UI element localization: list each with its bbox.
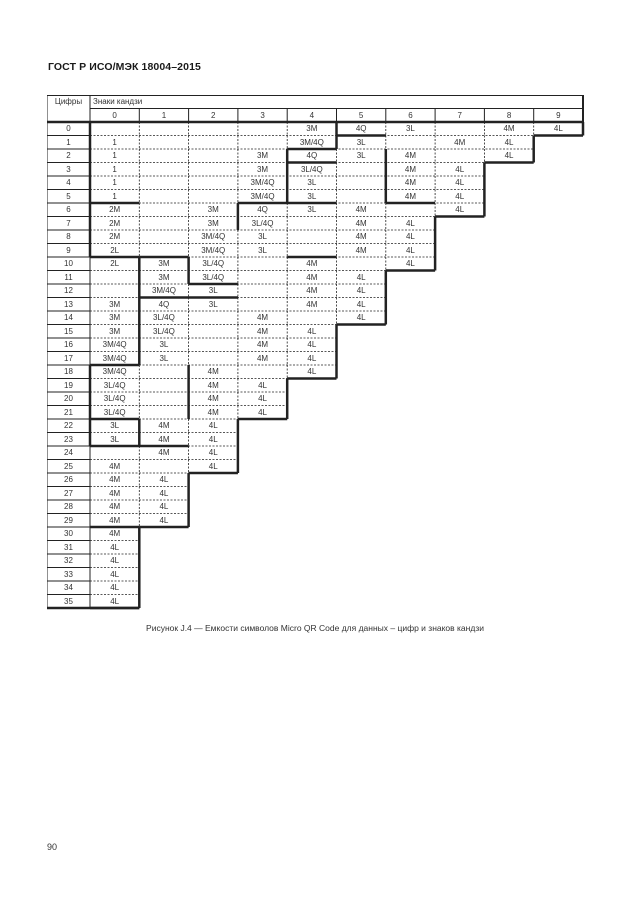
capacity-cell: 3M/4Q — [250, 191, 275, 201]
capacity-cell: 4Q — [306, 151, 318, 160]
capacity-cell: 4L — [356, 286, 366, 295]
capacity-cell: 2L — [110, 245, 120, 255]
page-number: 90 — [47, 842, 58, 852]
digits-label: 21 — [64, 407, 73, 417]
digits-label: 23 — [64, 434, 73, 444]
capacity-cell: 4L — [110, 596, 120, 606]
capacity-cell: 1 — [112, 191, 117, 201]
capacity-cell: 3M/4Q — [102, 340, 127, 349]
capacity-cell: 3M — [158, 259, 170, 268]
capacity-cell: 4L — [356, 272, 366, 282]
capacity-cell: 4M — [404, 164, 416, 174]
digits-label: 22 — [64, 421, 73, 430]
capacity-cell: 4M — [503, 124, 515, 133]
capacity-cell: 3L — [307, 205, 317, 214]
capacity-cell: 3L — [356, 137, 366, 147]
capacity-cell: 4M — [207, 367, 219, 376]
capacity-cell: 4Q — [355, 124, 367, 133]
capacity-cell: 1 — [112, 178, 117, 187]
capacity-cell: 4Q — [158, 299, 170, 309]
digits-label: 19 — [64, 380, 73, 390]
capacity-cell: 4M — [256, 313, 269, 322]
capacity-cell: 3M — [256, 151, 269, 160]
capacity-cell: 4M — [109, 461, 121, 471]
column-group-label: Знаки кандзи — [93, 97, 143, 106]
capacity-cell: 3M/4Q — [151, 286, 176, 295]
capacity-cell: 3L — [307, 178, 317, 187]
capacity-cell: 3L — [159, 340, 169, 349]
capacity-cell: 4L — [208, 461, 218, 471]
capacity-cell: 4L — [405, 245, 415, 255]
capacity-cell: 2M — [109, 218, 121, 228]
digits-label: 4 — [66, 178, 71, 187]
digits-label: 28 — [64, 502, 73, 511]
digits-label: 0 — [66, 124, 71, 133]
capacity-cell: 4L — [455, 191, 465, 201]
digits-label: 30 — [64, 529, 73, 538]
capacity-cell: 4M — [355, 218, 367, 228]
capacity-cell: 4M — [207, 394, 219, 403]
capacity-cell: 3L — [258, 245, 267, 255]
capacity-cell: 4M — [109, 515, 121, 525]
capacity-cell: 3M/4Q — [201, 232, 226, 241]
digits-label: 16 — [64, 340, 73, 349]
capacity-cell: 4L — [258, 380, 267, 390]
capacity-cell: 3M/4Q — [102, 353, 127, 363]
capacity-cell: 3L/4Q — [300, 164, 323, 174]
digits-label: 34 — [64, 583, 73, 592]
capacity-cell: 3L — [110, 421, 120, 430]
capacity-cell: 4M — [109, 475, 121, 484]
capacity-cell: 4M — [355, 245, 367, 255]
digits-label: 20 — [64, 394, 73, 403]
capacity-cell: 3L — [356, 151, 366, 160]
capacity-cell: 4L — [159, 515, 169, 525]
capacity-cell: 3M — [306, 124, 318, 133]
column-header: 3 — [260, 110, 265, 120]
capacity-cell: 1 — [112, 137, 117, 147]
capacity-cell: 4L — [405, 218, 415, 228]
digits-label: 17 — [64, 353, 73, 363]
capacity-cell: 4M — [355, 205, 367, 214]
capacity-cell: 3M/4Q — [299, 137, 324, 147]
column-header: 2 — [211, 110, 216, 120]
capacity-cell: 4L — [455, 205, 465, 214]
capacity-cell: 3L — [307, 191, 317, 201]
capacity-cell: 3L/4Q — [202, 259, 225, 268]
capacity-cell: 4M — [306, 259, 318, 268]
capacity-cell: 4L — [110, 583, 120, 592]
capacity-cell: 4M — [454, 137, 466, 147]
capacity-cell: 3L — [110, 434, 120, 444]
capacity-cell: 3M — [109, 313, 121, 322]
capacity-cell: 4L — [208, 421, 218, 430]
table-grid-lines — [47, 95, 587, 612]
capacity-cell: 4L — [307, 367, 317, 376]
capacity-cell: 3L/4Q — [103, 394, 126, 403]
capacity-cell: 4M — [306, 299, 318, 309]
digits-label: 1 — [66, 137, 71, 147]
capacity-cell: 4L — [159, 475, 169, 484]
digits-label: 15 — [64, 326, 73, 336]
capacity-cell: 4L — [356, 313, 366, 322]
capacity-cell: 3L/4Q — [202, 272, 225, 282]
column-header: 5 — [358, 110, 364, 120]
capacity-cell: 4M — [158, 421, 170, 430]
capacity-cell: 4M — [109, 488, 121, 498]
digits-label: 5 — [66, 191, 71, 201]
column-header: 8 — [506, 110, 512, 120]
column-header: 9 — [556, 110, 561, 120]
capacity-cell: 4L — [455, 164, 465, 174]
digits-label: 8 — [66, 232, 71, 241]
capacity-cell: 4L — [110, 556, 120, 565]
capacity-cell: 4M — [207, 380, 219, 390]
capacity-cell: 4L — [159, 502, 169, 511]
capacity-cell: 4L — [356, 299, 366, 309]
capacity-cell: 4L — [258, 407, 267, 417]
column-header: 6 — [408, 110, 413, 120]
digits-label: 2 — [66, 151, 71, 160]
capacity-cell: 4M — [207, 407, 219, 417]
capacity-cell: 2M — [109, 232, 121, 241]
capacity-cell: 4L — [208, 448, 218, 457]
capacity-cell: 3L/4Q — [103, 380, 126, 390]
capacity-cell: 4L — [405, 259, 415, 268]
capacity-cell: 4L — [307, 340, 317, 349]
capacity-cell: 3L — [208, 286, 218, 295]
digits-label: 7 — [66, 218, 71, 228]
capacity-cell: 3M/4Q — [201, 245, 226, 255]
capacity-cell: 4L — [208, 434, 218, 444]
capacity-cell: 4M — [404, 178, 416, 187]
capacity-cell: 3M — [158, 272, 170, 282]
digits-label: 3 — [66, 164, 71, 174]
capacity-cell: 3M/4Q — [102, 367, 127, 376]
digits-label: 35 — [64, 596, 73, 606]
capacity-cell: 4M — [404, 191, 416, 201]
capacity-cell: 4Q — [257, 205, 268, 214]
capacity-cell: 3M — [207, 205, 219, 214]
capacity-cell: 2L — [110, 259, 120, 268]
digits-label: 29 — [64, 515, 73, 525]
digits-label: 14 — [64, 313, 73, 322]
capacity-cell: 4L — [455, 178, 465, 187]
digits-label: 26 — [64, 475, 73, 484]
digits-label: 31 — [64, 542, 73, 552]
capacity-cell: 3M — [109, 299, 121, 309]
capacity-cell: 4L — [504, 137, 514, 147]
digits-label: 25 — [64, 461, 73, 471]
column-header: 1 — [161, 110, 167, 120]
row-header-label: Цифры — [54, 97, 83, 106]
capacity-cell: 3L/4Q — [153, 313, 175, 322]
capacity-cell: 4M — [404, 151, 416, 160]
capacity-cell: 4M — [256, 353, 269, 363]
capacity-cell: 3L/4Q — [251, 218, 274, 228]
digits-label: 9 — [66, 245, 71, 255]
capacity-cell: 1 — [112, 151, 117, 160]
capacity-cell: 4M — [109, 529, 121, 538]
capacity-cell: 4L — [553, 124, 563, 133]
digits-label: 33 — [64, 569, 73, 579]
capacity-cell: 4M — [158, 434, 170, 444]
capacity-cell: 4L — [258, 394, 267, 403]
capacity-cell: 4M — [256, 326, 269, 336]
capacity-cell: 1 — [112, 164, 117, 174]
capacity-cell: 3M — [256, 164, 269, 174]
capacity-cell: 4M — [306, 286, 318, 295]
digits-label: 6 — [66, 205, 71, 214]
figure-caption: Рисунок J.4 — Емкости символов Micro QR Code для данных – цифр и знаков кандзи — [146, 623, 484, 633]
capacity-cell: 3L — [258, 232, 267, 241]
document-header: ГОСТ Р ИСО/МЭК 18004–2015 — [48, 61, 201, 73]
capacity-cell: 3L — [208, 299, 218, 309]
capacity-cell: 4L — [307, 353, 317, 363]
capacity-cell: 3L/4Q — [103, 407, 126, 417]
column-header: 4 — [309, 110, 315, 120]
digits-label: 11 — [64, 272, 73, 282]
capacity-cell: 3L — [159, 353, 169, 363]
capacity-cell: 3M/4Q — [250, 178, 275, 187]
capacity-cell: 2M — [109, 205, 121, 214]
capacity-cell: 4L — [405, 232, 415, 241]
column-header: 7 — [457, 110, 462, 120]
capacity-cell: 4L — [110, 542, 120, 552]
digits-label: 27 — [64, 488, 73, 498]
column-header: 0 — [112, 110, 117, 120]
capacity-cell: 3M — [109, 326, 121, 336]
capacity-cell: 4M — [158, 448, 170, 457]
capacity-cell: 4M — [306, 272, 318, 282]
capacity-cell: 4L — [110, 569, 120, 579]
digits-label: 18 — [64, 367, 73, 376]
digits-label: 12 — [64, 286, 73, 295]
capacity-cell: 3L — [405, 124, 415, 133]
capacity-cell: 4L — [307, 326, 317, 336]
digits-label: 24 — [64, 448, 73, 457]
capacity-cell: 4M — [109, 502, 121, 511]
digits-label: 10 — [64, 259, 73, 268]
capacity-cell: 4L — [159, 488, 169, 498]
digits-label: 13 — [64, 299, 73, 309]
capacity-cell: 4M — [355, 232, 367, 241]
capacity-cell: 4M — [256, 340, 269, 349]
capacity-cell: 3L/4Q — [153, 326, 175, 336]
capacity-cell: 3M — [207, 218, 219, 228]
capacity-cell: 4L — [504, 151, 514, 160]
digits-label: 32 — [64, 556, 73, 565]
